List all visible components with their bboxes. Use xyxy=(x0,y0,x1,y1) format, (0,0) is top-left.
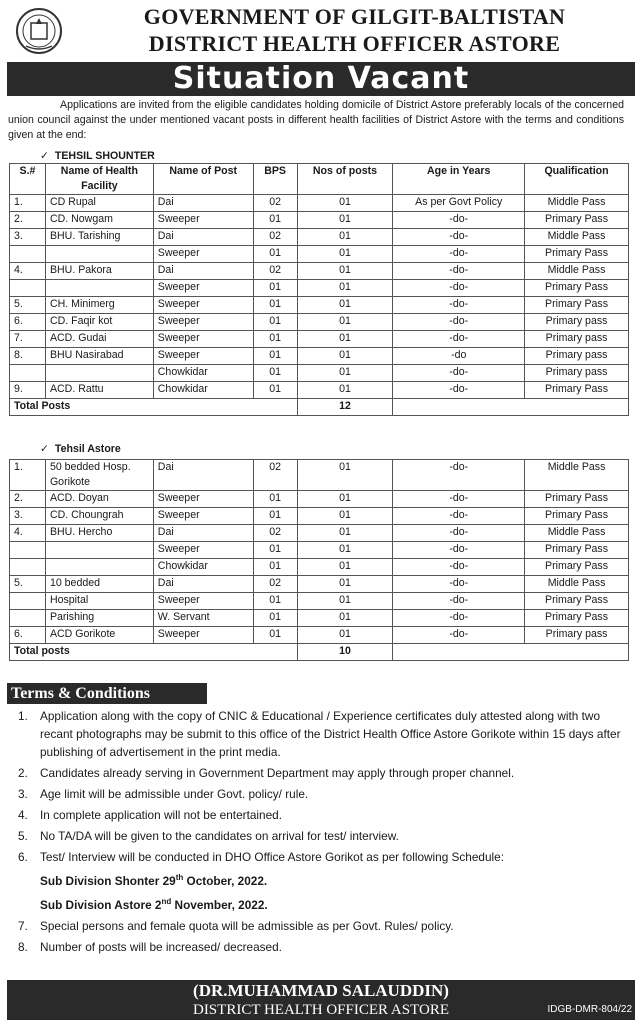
cell-age: -do- xyxy=(393,559,525,576)
total-label: Total posts xyxy=(10,644,298,661)
gilgit-baltistan-emblem-icon xyxy=(14,6,64,56)
cell-age: -do- xyxy=(393,382,525,399)
cell-age: -do- xyxy=(393,525,525,542)
cell-bps: 01 xyxy=(253,348,297,365)
cell-facility xyxy=(45,246,153,263)
cell-facility: Hospital xyxy=(45,593,153,610)
schedule-suffix: th xyxy=(175,873,184,882)
cell-bps: 01 xyxy=(253,542,297,559)
cell-age: -do- xyxy=(393,212,525,229)
cell-age: -do- xyxy=(393,576,525,593)
schedule-suffix: nd xyxy=(161,896,172,906)
cell-qualification: Middle Pass xyxy=(525,460,629,491)
cell-age: -do- xyxy=(393,508,525,525)
cell-sn: 2. xyxy=(10,491,46,508)
cell-qualification: Primary pass xyxy=(525,331,629,348)
cell-sn: 9. xyxy=(10,382,46,399)
cell-bps: 01 xyxy=(253,365,297,382)
cell-post: Sweeper xyxy=(153,627,253,644)
cell-bps: 02 xyxy=(253,525,297,542)
situation-vacant-banner: Situation Vacant xyxy=(7,62,635,96)
cell-facility: CH. Minimerg xyxy=(45,297,153,314)
cell-facility xyxy=(45,365,153,382)
cell-qualification: Middle Pass xyxy=(525,263,629,280)
signature-block xyxy=(7,980,635,1020)
cell-age: -do- xyxy=(393,314,525,331)
schedule-line xyxy=(10,893,628,914)
cell-sn xyxy=(10,610,46,627)
table-row xyxy=(10,297,629,314)
cell-bps: 02 xyxy=(253,195,297,212)
cell-post: Chowkidar xyxy=(153,559,253,576)
term-item xyxy=(10,827,628,845)
cell-nos: 01 xyxy=(297,627,393,644)
cell-sn: 8. xyxy=(10,348,46,365)
cell-bps: 01 xyxy=(253,593,297,610)
cell-age: -do- xyxy=(393,491,525,508)
schedule-month: November, 2022. xyxy=(171,897,268,912)
cell-facility xyxy=(45,542,153,559)
cell-qualification: Primary pass xyxy=(525,627,629,644)
cell-bps: 01 xyxy=(253,508,297,525)
cell-nos: 01 xyxy=(297,491,393,508)
cell-post: Sweeper xyxy=(153,593,253,610)
term-number: 8. xyxy=(18,939,28,954)
term-item xyxy=(10,707,628,761)
cell-post: Chowkidar xyxy=(153,365,253,382)
cell-facility: CD. Nowgam xyxy=(45,212,153,229)
cell-bps: 01 xyxy=(253,297,297,314)
cell-post: Sweeper xyxy=(153,314,253,331)
cell-age: -do- xyxy=(393,280,525,297)
table-row xyxy=(10,610,629,627)
cell-facility: 10 bedded xyxy=(45,576,153,593)
term-number: 1. xyxy=(18,709,28,723)
cell-qualification: Primary Pass xyxy=(525,280,629,297)
cell-post: Sweeper xyxy=(153,508,253,525)
table-row xyxy=(10,491,629,508)
cell-facility: BHU. Hercho xyxy=(45,525,153,542)
cell-age: -do- xyxy=(393,365,525,382)
table-row xyxy=(10,280,629,297)
cell-qualification: Primary Pass xyxy=(525,382,629,399)
cell-post: Sweeper xyxy=(153,331,253,348)
cell-qualification: Primary Pass xyxy=(525,297,629,314)
cell-sn: 4. xyxy=(10,525,46,542)
cell-age: -do- xyxy=(393,263,525,280)
cell-sn xyxy=(10,593,46,610)
cell-post: Dai xyxy=(153,229,253,246)
cell-qualification: Primary Pass xyxy=(525,559,629,576)
cell-sn: 1. xyxy=(10,195,46,212)
cell-nos: 01 xyxy=(297,610,393,627)
cell-nos: 01 xyxy=(297,365,393,382)
term-item xyxy=(10,917,628,935)
cell-sn xyxy=(10,542,46,559)
cell-post: Dai xyxy=(153,525,253,542)
total-label: Total Posts xyxy=(10,399,298,416)
intro-paragraph: Applications are invited from the eligible candidates holding domicile of District Astore preferably locals of the concerned union council against the under mentioned vacant posts in different health facilities of District Astore with the terms and conditions given at the end: xyxy=(8,99,624,141)
cell-post: Sweeper xyxy=(153,246,253,263)
cell-nos: 01 xyxy=(297,246,393,263)
term-number: 6. xyxy=(18,850,28,864)
cell-qualification: Primary Pass xyxy=(525,542,629,559)
cell-facility: ACD. Rattu xyxy=(45,382,153,399)
cell-sn: 4. xyxy=(10,263,46,280)
term-text: Age limit will be admissible under Govt. policy/ rule. xyxy=(40,787,309,801)
cell-post: Sweeper xyxy=(153,542,253,559)
cell-post: Sweeper xyxy=(153,212,253,229)
cell-sn xyxy=(10,280,46,297)
cell-facility: ACD. Doyan xyxy=(45,491,153,508)
tick-icon: ✓ xyxy=(40,150,49,162)
cell-bps: 01 xyxy=(253,280,297,297)
cell-sn xyxy=(10,559,46,576)
cell-sn: 3. xyxy=(10,229,46,246)
cell-qualification: Primary Pass xyxy=(525,610,629,627)
schedule-text: Sub Division Astore 2 xyxy=(40,897,162,912)
cell-sn: 6. xyxy=(10,314,46,331)
cell-facility: Parishing xyxy=(45,610,153,627)
cell-post: Dai xyxy=(153,195,253,212)
header xyxy=(0,0,642,62)
cell-nos: 01 xyxy=(297,297,393,314)
tick-icon: ✓ xyxy=(40,443,49,455)
cell-nos: 01 xyxy=(297,508,393,525)
term-number: 2. xyxy=(18,766,28,780)
col-header-nos: Nos of posts xyxy=(297,164,393,195)
cell-bps: 01 xyxy=(253,491,297,508)
col-header-post: Name of Post xyxy=(153,164,253,195)
cell-facility: 50 bedded Hosp. Gorikote xyxy=(45,460,153,491)
cell-nos: 01 xyxy=(297,263,393,280)
vacancy-table-astore xyxy=(9,459,629,661)
cell-qualification: Primary Pass xyxy=(525,212,629,229)
col-header-sn: S.# xyxy=(10,164,46,195)
cell-age: -do- xyxy=(393,542,525,559)
cell-sn: 5. xyxy=(10,576,46,593)
table-row xyxy=(10,365,629,382)
cell-sn: 7. xyxy=(10,331,46,348)
cell-nos: 01 xyxy=(297,576,393,593)
cell-qualification: Primary Pass xyxy=(525,246,629,263)
term-text: Special persons and female quota will be admissible as per Govt. Rules/ policy. xyxy=(40,918,454,933)
term-text: In complete application will not be entertained. xyxy=(40,808,282,822)
col-header-facility: Name of Health Facility xyxy=(45,164,153,195)
cell-age: -do xyxy=(393,348,525,365)
cell-nos: 01 xyxy=(297,280,393,297)
cell-sn: 5. xyxy=(10,297,46,314)
tehsil-shounter-heading: ✓ TEHSIL SHOUNTER xyxy=(40,150,155,162)
schedule-month: October, 2022. xyxy=(183,873,268,888)
cell-facility: CD Rupal xyxy=(45,195,153,212)
cell-bps: 01 xyxy=(253,627,297,644)
cell-post: Dai xyxy=(153,460,253,491)
cell-nos: 01 xyxy=(297,212,393,229)
cell-age: -do- xyxy=(393,460,525,491)
cell-nos: 01 xyxy=(297,593,393,610)
government-title: GOVERNMENT OF GILGIT-BALTISTAN xyxy=(143,4,566,29)
table-row xyxy=(10,627,629,644)
cell-age: -do- xyxy=(393,627,525,644)
cell-bps: 01 xyxy=(253,246,297,263)
cell-facility xyxy=(45,280,153,297)
cell-age: -do- xyxy=(393,593,525,610)
table-row xyxy=(10,593,629,610)
cell-bps: 01 xyxy=(253,212,297,229)
term-item xyxy=(10,785,628,803)
table-row xyxy=(10,382,629,399)
term-item xyxy=(10,764,628,782)
cell-bps: 02 xyxy=(253,460,297,491)
total-row xyxy=(10,399,629,416)
cell-qualification: Primary pass xyxy=(525,314,629,331)
cell-nos: 01 xyxy=(297,460,393,491)
tehsil-astore-heading: ✓ Tehsil Astore xyxy=(40,443,121,455)
cell-nos: 01 xyxy=(297,195,393,212)
table-row xyxy=(10,508,629,525)
cell-nos: 01 xyxy=(297,525,393,542)
cell-facility: ACD. Gudai xyxy=(45,331,153,348)
cell-sn: 6. xyxy=(10,627,46,644)
cell-facility: CD. Choungrah xyxy=(45,508,153,525)
cell-nos: 01 xyxy=(297,382,393,399)
table-header-row xyxy=(10,164,629,195)
table-row xyxy=(10,195,629,212)
term-number: 4. xyxy=(18,808,28,822)
term-number: 5. xyxy=(18,829,28,843)
cell-nos: 01 xyxy=(297,331,393,348)
cell-post: Chowkidar xyxy=(153,382,253,399)
cell-facility: BHU. Pakora xyxy=(45,263,153,280)
cell-sn: 2. xyxy=(10,212,46,229)
term-text: Candidates already serving in Government Department may apply through proper channel. xyxy=(40,766,515,780)
officer-title: DISTRICT HEALTH OFFICER ASTORE xyxy=(192,1002,449,1018)
cell-nos: 01 xyxy=(297,348,393,365)
terms-list xyxy=(10,707,628,959)
cell-qualification: Middle Pass xyxy=(525,195,629,212)
total-row xyxy=(10,644,629,661)
cell-post: Sweeper xyxy=(153,491,253,508)
cell-qualification: Middle Pass xyxy=(525,576,629,593)
cell-bps: 01 xyxy=(253,610,297,627)
total-value: 12 xyxy=(297,399,393,416)
cell-post: Dai xyxy=(153,576,253,593)
table-row xyxy=(10,542,629,559)
cell-bps: 01 xyxy=(253,382,297,399)
cell-sn xyxy=(10,246,46,263)
cell-age: -do- xyxy=(393,331,525,348)
schedule-text: Sub Division Shonter 29 xyxy=(40,873,176,888)
cell-sn: 1. xyxy=(10,460,46,491)
terms-heading: Terms & Conditions xyxy=(7,683,207,704)
col-header-qualification: Qualification xyxy=(525,164,629,195)
table-row xyxy=(10,525,629,542)
cell-age: -do- xyxy=(393,297,525,314)
term-text: No TA/DA will be given to the candidates on arrival for test/ interview. xyxy=(40,829,399,843)
table-row xyxy=(10,460,629,491)
cell-post: Sweeper xyxy=(153,348,253,365)
cell-sn xyxy=(10,365,46,382)
cell-facility: ACD Gorikote xyxy=(45,627,153,644)
table-row xyxy=(10,263,629,280)
vacancy-table-shounter xyxy=(9,163,629,416)
term-number: 7. xyxy=(18,918,28,933)
cell-bps: 01 xyxy=(253,314,297,331)
cell-post: Sweeper xyxy=(153,297,253,314)
cell-post: W. Servant xyxy=(153,610,253,627)
cell-qualification: Middle Pass xyxy=(525,525,629,542)
cell-age: -do- xyxy=(393,229,525,246)
total-value: 10 xyxy=(297,644,393,661)
table-row xyxy=(10,348,629,365)
cell-qualification: Primary pass xyxy=(525,348,629,365)
cell-qualification: Primary Pass xyxy=(525,508,629,525)
term-text: Test/ Interview will be conducted in DHO Office Astore Gorikot as per following Schedule: xyxy=(40,850,505,864)
cell-qualification: Primary Pass xyxy=(525,491,629,508)
col-header-age: Age in Years xyxy=(393,164,525,195)
cell-bps: 02 xyxy=(253,576,297,593)
cell-bps: 02 xyxy=(253,263,297,280)
cell-qualification: Primary Pass xyxy=(525,593,629,610)
cell-facility: CD. Faqir kot xyxy=(45,314,153,331)
cell-age: As per Govt Policy xyxy=(393,195,525,212)
col-header-bps: BPS xyxy=(253,164,297,195)
cell-bps: 01 xyxy=(253,559,297,576)
table-row xyxy=(10,559,629,576)
cell-age: -do- xyxy=(393,610,525,627)
table-row xyxy=(10,314,629,331)
office-title: DISTRICT HEALTH OFFICER ASTORE xyxy=(148,31,561,56)
term-item xyxy=(10,938,628,956)
table-row xyxy=(10,246,629,263)
cell-facility xyxy=(45,559,153,576)
cell-age: -do- xyxy=(393,246,525,263)
table-row xyxy=(10,576,629,593)
cell-facility: BHU. Tarishing xyxy=(45,229,153,246)
term-item xyxy=(10,848,628,866)
schedule-line xyxy=(10,869,628,890)
total-spacer xyxy=(393,399,629,416)
total-spacer xyxy=(393,644,629,661)
cell-sn: 3. xyxy=(10,508,46,525)
cell-bps: 02 xyxy=(253,229,297,246)
table-row xyxy=(10,331,629,348)
term-text: Application along with the copy of CNIC & Educational / Experience certificates duly attested along with two recant photographs may be submit to this office of the District Health Office Astore Gorikote within 15 days after publishing of advertisement in the print media. xyxy=(40,709,621,759)
cell-nos: 01 xyxy=(297,542,393,559)
term-text: Number of posts will be increased/ decreased. xyxy=(40,939,282,954)
advertisement-reference: IDGB-DMR-804/22 xyxy=(547,1004,632,1015)
table-row xyxy=(10,229,629,246)
cell-facility: BHU Nasirabad xyxy=(45,348,153,365)
cell-qualification: Primary pass xyxy=(525,365,629,382)
term-item xyxy=(10,806,628,824)
cell-bps: 01 xyxy=(253,331,297,348)
cell-nos: 01 xyxy=(297,229,393,246)
cell-post: Dai xyxy=(153,263,253,280)
table-row xyxy=(10,212,629,229)
term-number: 3. xyxy=(18,787,28,801)
officer-name: (DR.MUHAMMAD SALAUDDIN) xyxy=(193,981,449,1000)
cell-post: Sweeper xyxy=(153,280,253,297)
cell-qualification: Middle Pass xyxy=(525,229,629,246)
cell-nos: 01 xyxy=(297,559,393,576)
cell-nos: 01 xyxy=(297,314,393,331)
